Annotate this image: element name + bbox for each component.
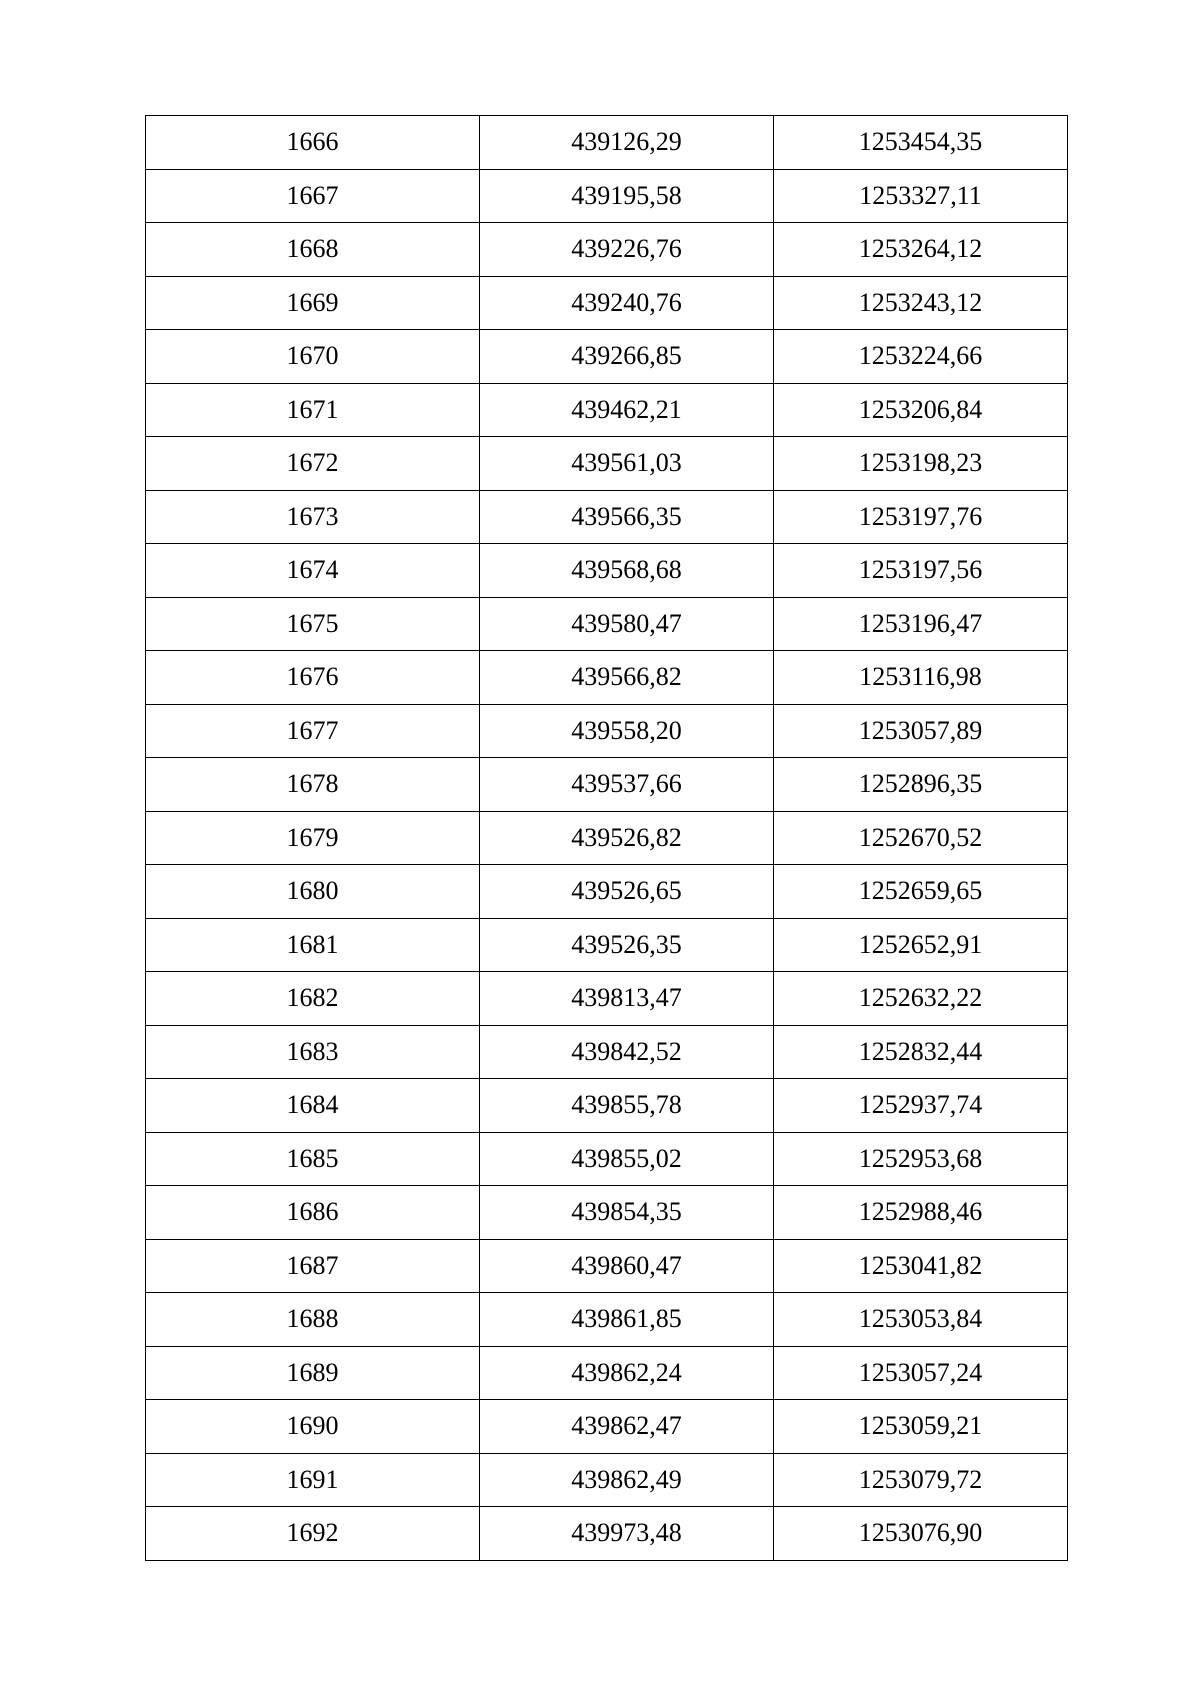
y-coordinate-cell: 1253206,84: [774, 383, 1068, 437]
table-row: [146, 1239, 1068, 1293]
x-coordinate-cell: 439862,47: [480, 1400, 774, 1454]
point-number-cell: 1680: [146, 865, 480, 919]
point-number-cell: 1672: [146, 437, 480, 491]
coordinates-table-body: [146, 116, 1068, 1561]
point-number-cell: 1684: [146, 1079, 480, 1133]
x-coordinate-cell: 439126,29: [480, 116, 774, 170]
point-number-cell: 1682: [146, 972, 480, 1026]
y-coordinate-cell: 1253059,21: [774, 1400, 1068, 1454]
y-coordinate-cell: 1253197,56: [774, 544, 1068, 598]
table-row: [146, 1453, 1068, 1507]
table-row: [146, 1507, 1068, 1561]
point-number-cell: 1683: [146, 1025, 480, 1079]
x-coordinate-cell: 439862,24: [480, 1346, 774, 1400]
table-row: [146, 1346, 1068, 1400]
y-coordinate-cell: 1253076,90: [774, 1507, 1068, 1561]
x-coordinate-cell: 439855,02: [480, 1132, 774, 1186]
point-number-cell: 1675: [146, 597, 480, 651]
point-number-cell: 1668: [146, 223, 480, 277]
y-coordinate-cell: 1253243,12: [774, 276, 1068, 330]
table-row: [146, 223, 1068, 277]
y-coordinate-cell: 1253454,35: [774, 116, 1068, 170]
coordinates-table: [145, 115, 1068, 1561]
table-row: [146, 704, 1068, 758]
point-number-cell: 1678: [146, 758, 480, 812]
point-number-cell: 1688: [146, 1293, 480, 1347]
point-number-cell: 1674: [146, 544, 480, 598]
table-row: [146, 544, 1068, 598]
x-coordinate-cell: 439854,35: [480, 1186, 774, 1240]
x-coordinate-cell: 439860,47: [480, 1239, 774, 1293]
y-coordinate-cell: 1252632,22: [774, 972, 1068, 1026]
x-coordinate-cell: 439862,49: [480, 1453, 774, 1507]
table-row: [146, 383, 1068, 437]
point-number-cell: 1671: [146, 383, 480, 437]
x-coordinate-cell: 439842,52: [480, 1025, 774, 1079]
y-coordinate-cell: 1252937,74: [774, 1079, 1068, 1133]
x-coordinate-cell: 439813,47: [480, 972, 774, 1026]
point-number-cell: 1666: [146, 116, 480, 170]
table-row: [146, 276, 1068, 330]
y-coordinate-cell: 1252953,68: [774, 1132, 1068, 1186]
point-number-cell: 1681: [146, 918, 480, 972]
x-coordinate-cell: 439855,78: [480, 1079, 774, 1133]
x-coordinate-cell: 439973,48: [480, 1507, 774, 1561]
table-row: [146, 1079, 1068, 1133]
table-row: [146, 597, 1068, 651]
table-row: [146, 1400, 1068, 1454]
point-number-cell: 1692: [146, 1507, 480, 1561]
y-coordinate-cell: 1253224,66: [774, 330, 1068, 384]
table-row: [146, 1186, 1068, 1240]
x-coordinate-cell: 439462,21: [480, 383, 774, 437]
y-coordinate-cell: 1253198,23: [774, 437, 1068, 491]
x-coordinate-cell: 439266,85: [480, 330, 774, 384]
y-coordinate-cell: 1252652,91: [774, 918, 1068, 972]
point-number-cell: 1685: [146, 1132, 480, 1186]
y-coordinate-cell: 1253041,82: [774, 1239, 1068, 1293]
x-coordinate-cell: 439558,20: [480, 704, 774, 758]
y-coordinate-cell: 1253079,72: [774, 1453, 1068, 1507]
y-coordinate-cell: 1253196,47: [774, 597, 1068, 651]
point-number-cell: 1669: [146, 276, 480, 330]
y-coordinate-cell: 1252896,35: [774, 758, 1068, 812]
x-coordinate-cell: 439561,03: [480, 437, 774, 491]
point-number-cell: 1670: [146, 330, 480, 384]
y-coordinate-cell: 1253116,98: [774, 651, 1068, 705]
table-row: [146, 1025, 1068, 1079]
x-coordinate-cell: 439580,47: [480, 597, 774, 651]
x-coordinate-cell: 439240,76: [480, 276, 774, 330]
table-row: [146, 116, 1068, 170]
point-number-cell: 1689: [146, 1346, 480, 1400]
table-row: [146, 490, 1068, 544]
point-number-cell: 1687: [146, 1239, 480, 1293]
x-coordinate-cell: 439526,65: [480, 865, 774, 919]
table-row: [146, 865, 1068, 919]
x-coordinate-cell: 439568,68: [480, 544, 774, 598]
table-row: [146, 651, 1068, 705]
table-row: [146, 758, 1068, 812]
point-number-cell: 1679: [146, 811, 480, 865]
x-coordinate-cell: 439226,76: [480, 223, 774, 277]
y-coordinate-cell: 1252988,46: [774, 1186, 1068, 1240]
table-row: [146, 169, 1068, 223]
x-coordinate-cell: 439195,58: [480, 169, 774, 223]
x-coordinate-cell: 439537,66: [480, 758, 774, 812]
y-coordinate-cell: 1252670,52: [774, 811, 1068, 865]
x-coordinate-cell: 439526,82: [480, 811, 774, 865]
y-coordinate-cell: 1253057,24: [774, 1346, 1068, 1400]
y-coordinate-cell: 1253327,11: [774, 169, 1068, 223]
table-row: [146, 1132, 1068, 1186]
table-row: [146, 972, 1068, 1026]
point-number-cell: 1690: [146, 1400, 480, 1454]
y-coordinate-cell: 1253197,76: [774, 490, 1068, 544]
point-number-cell: 1686: [146, 1186, 480, 1240]
point-number-cell: 1676: [146, 651, 480, 705]
y-coordinate-cell: 1253053,84: [774, 1293, 1068, 1347]
x-coordinate-cell: 439861,85: [480, 1293, 774, 1347]
table-row: [146, 1293, 1068, 1347]
x-coordinate-cell: 439566,35: [480, 490, 774, 544]
table-row: [146, 918, 1068, 972]
y-coordinate-cell: 1253264,12: [774, 223, 1068, 277]
point-number-cell: 1667: [146, 169, 480, 223]
point-number-cell: 1691: [146, 1453, 480, 1507]
table-row: [146, 811, 1068, 865]
point-number-cell: 1677: [146, 704, 480, 758]
table-row: [146, 437, 1068, 491]
y-coordinate-cell: 1252832,44: [774, 1025, 1068, 1079]
x-coordinate-cell: 439526,35: [480, 918, 774, 972]
y-coordinate-cell: 1253057,89: [774, 704, 1068, 758]
x-coordinate-cell: 439566,82: [480, 651, 774, 705]
point-number-cell: 1673: [146, 490, 480, 544]
y-coordinate-cell: 1252659,65: [774, 865, 1068, 919]
table-row: [146, 330, 1068, 384]
